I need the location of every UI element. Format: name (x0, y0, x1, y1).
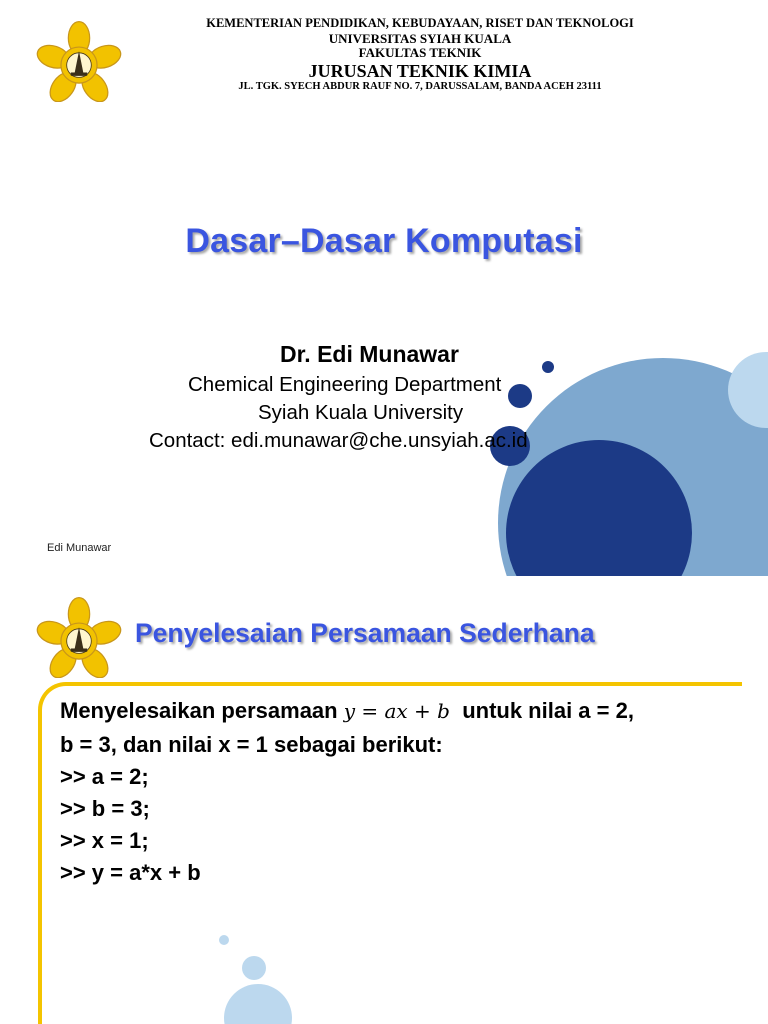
body-line-1 (60, 698, 634, 724)
header-university: UNIVERSITAS SYIAH KUALA (328, 31, 512, 46)
decor-circle-small-2 (542, 361, 554, 373)
decor-circle-small-1 (508, 384, 532, 408)
university-emblem-icon (36, 596, 122, 678)
content-slide (0, 588, 768, 1024)
slide-gap (0, 576, 768, 588)
header-address: JL. TGK. SYECH ABDUR RAUF NO. 7, DARUSSALAM, BANDA ACEH 23111 (238, 81, 602, 92)
equation: y = ax + b (343, 699, 450, 723)
slide-title: Dasar–Dasar Komputasi (185, 222, 583, 260)
command-line: >> b = 3; (60, 796, 150, 821)
decor-bubble-1 (219, 935, 229, 945)
intro-text: Menyelesaikan persamaan (60, 698, 344, 723)
decor-bubble-2 (242, 956, 266, 980)
command-line: >> a = 2; (60, 764, 149, 789)
body-line-2: b = 3, dan nilai x = 1 sebagai berikut: (60, 732, 443, 757)
header-faculty: FAKULTAS TEKNIK (358, 45, 482, 60)
slide-footer: Edi Munawar (47, 542, 112, 554)
command-line: >> x = 1; (60, 828, 149, 853)
university-emblem-icon (36, 20, 122, 102)
slide-title: Penyelesaian Persamaan Sederhana (135, 618, 595, 648)
header-ministry: KEMENTERIAN PENDIDIKAN, KEBUDAYAAN, RISET DAN TEKNOLOGI (206, 16, 634, 30)
author-name: Dr. Edi Munawar (280, 341, 459, 367)
university-line: Syiah Kuala University (258, 401, 464, 424)
department-line: Chemical Engineering Department (188, 373, 502, 396)
intro-text-end: untuk nilai a = 2, (449, 698, 634, 723)
contact-line: Contact: edi.munawar@che.unsyiah.ac.id (149, 429, 528, 452)
header-department: JURUSAN TEKNIK KIMIA (308, 61, 532, 81)
command-line: >> y = a*x + b (60, 860, 201, 885)
